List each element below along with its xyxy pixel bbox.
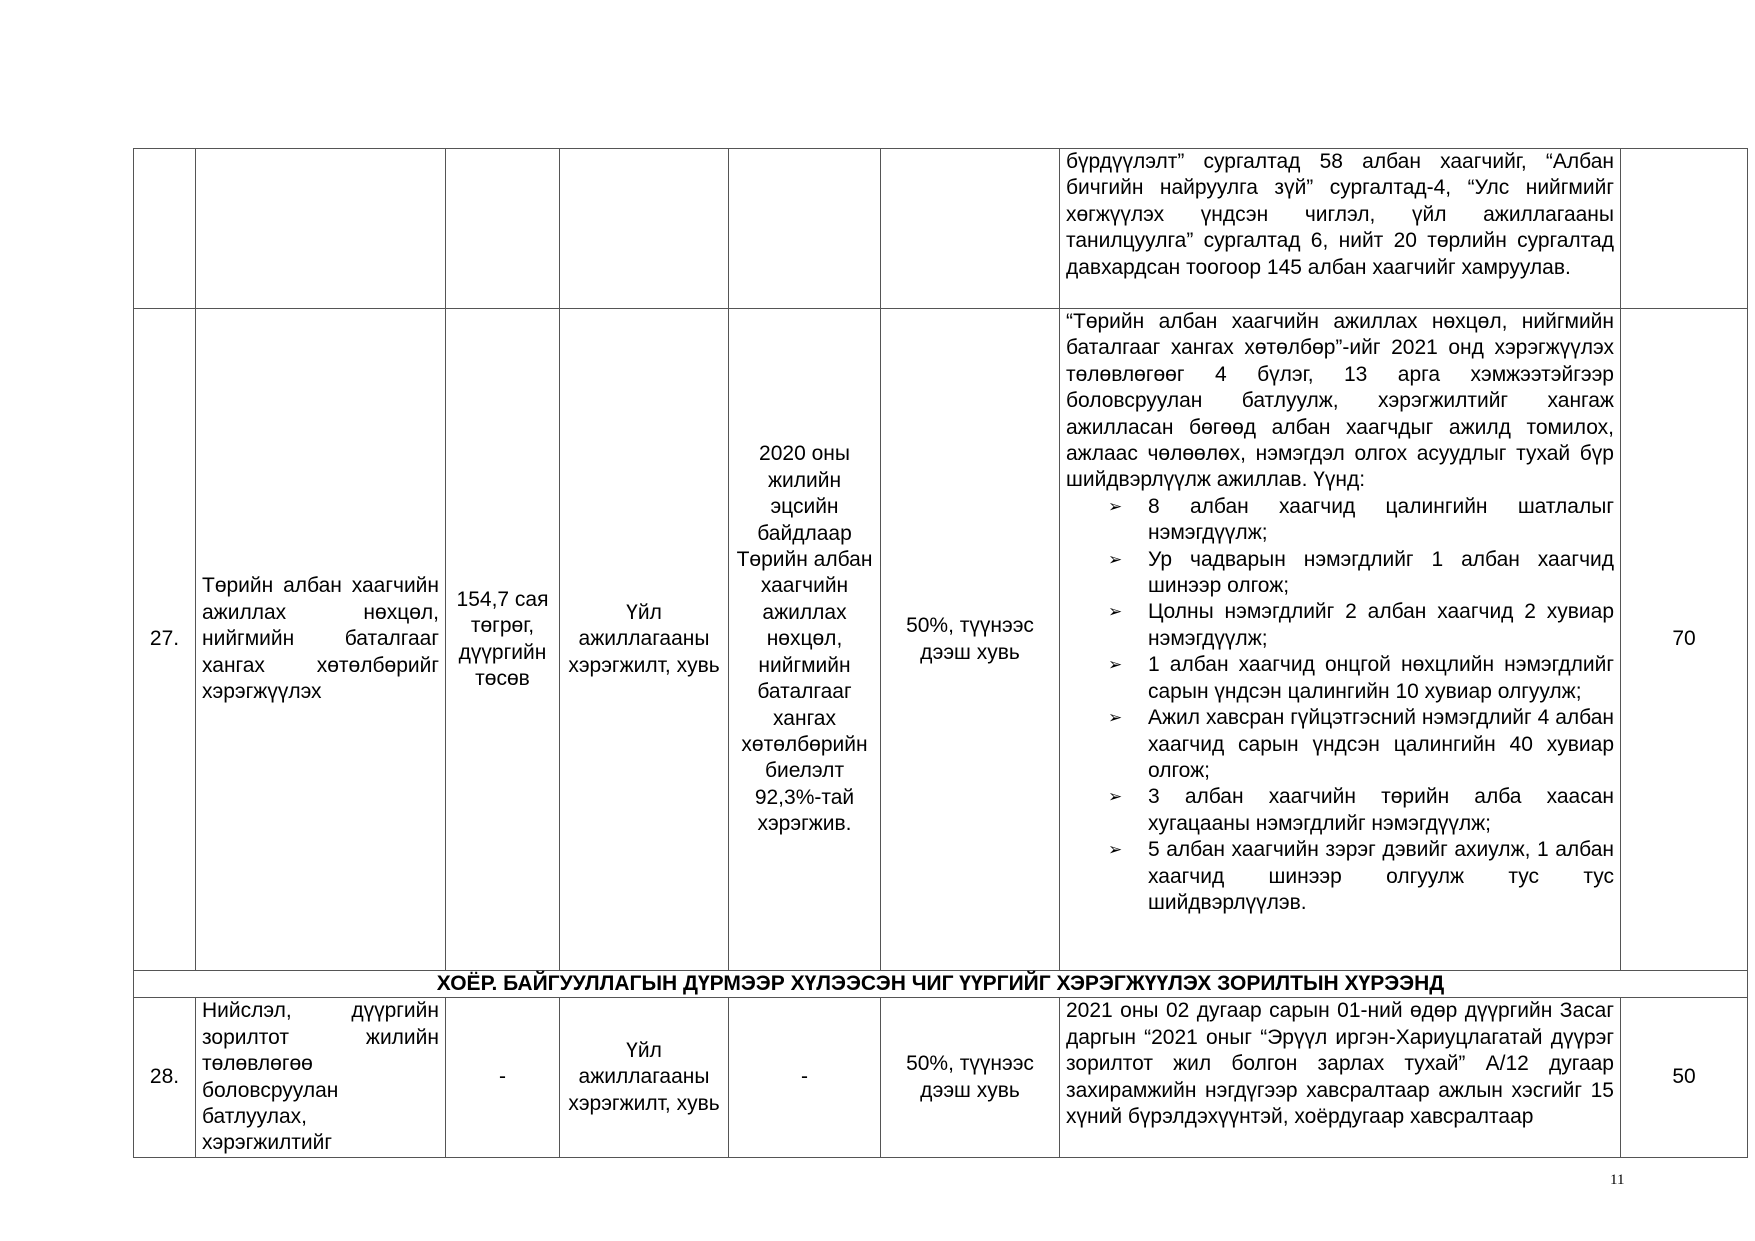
bullet-text: 1 албан хаагчид онцгой нөхцлийн нэмэгдлийг сарын үндсэн цалингийн 10 хувиар олгуулж; (1148, 653, 1614, 703)
cell-score: 50 (1621, 998, 1748, 1157)
arrow-bullet-icon: ➢ (1108, 708, 1123, 728)
cell-indicator: Үйл ажиллагааны хэрэгжилт, хувь (560, 309, 729, 971)
bullet-item (1108, 784, 1614, 837)
bullet-text: Ур чадварын нэмэгдлийг 1 албан хаагчид шинээр олгож; (1148, 547, 1614, 598)
table-row-27 (134, 309, 1748, 971)
bullet-text: Ажил хавсран гүйцэтгэсний нэмэгдлийг 4 албан хаагчид сарын үндсэн цалингийн 40 хувиар олгож; (1148, 706, 1614, 782)
arrow-bullet-icon: ➢ (1108, 602, 1123, 622)
arrow-bullet-icon: ➢ (1108, 655, 1123, 675)
cell-indicator: Үйл ажиллагааны хэрэгжилт, хувь (560, 998, 729, 1157)
cell-goal (196, 149, 446, 309)
cell-budget: 154,7 сая төгрөг, дүүргийн төсөв (446, 309, 560, 971)
cell-target: 50%, түүнээс дээш хувь (881, 309, 1060, 971)
bullet-text: 5 албан хаагчийн зэрэг дэвийг ахиулж, 1 албан хаагчид шинээр олгуулж тус тус шийдвэрлүүлэв. (1148, 838, 1614, 914)
cell-goal: Нийслэл, дүүргийн зорилтот жилийн төлөвлөгөө боловсруулан батлуулах, хэрэгжилтийг (196, 998, 446, 1157)
description-intro: “Төрийн албан хаагчийн ажиллах нөхцөл, нийгмийн баталгааг хангах хөтөлбөр”-ийг 2021 онд хэрэгжүүлэх төлөвлөгөөг 4 бүлэг, 13 арга хэмжээтэйгээр боловсруулан батлуулж, хэрэгжилтийг хангаж ажилласан бөгөөд албан хаагчдыг ажилд томилох, ажлаас чөлөөлөх, нэмэгдэл олгох асуудлыг тухай бүр шийдвэрлүүлж ажиллав. Үүнд: (1066, 310, 1614, 492)
arrow-bullet-icon: ➢ (1108, 787, 1123, 807)
arrow-bullet-icon: ➢ (1108, 549, 1123, 569)
cell-number (134, 149, 196, 309)
cell-description: бүрдүүлэлт” сургалтад 58 албан хаагчийг, “Албан бичгийн найруулга зүй” сургалтад-4, “Улс нийгмийг хөгжүүлэх үндсэн чиглэл, үйл ажиллагааны танилцуулга” сургалтад 6, нийт 20 төрлийн сургалтад давхардсан тоогоор 145 албан хаагчийг хамруулав. (1060, 149, 1621, 309)
bullet-text: Цолны нэмэгдлийг 2 албан хаагчид 2 хувиар нэмэгдүүлж; (1148, 600, 1614, 650)
table-row-continuation (134, 149, 1748, 309)
cell-goal: Төрийн албан хаагчийн ажиллах нөхцөл, нийгмийн баталгааг хангах хөтөлбөрийг хэрэгжүүлэх (196, 309, 446, 971)
cell-score: 70 (1621, 309, 1748, 971)
arrow-bullet-icon: ➢ (1108, 496, 1123, 516)
bullet-text: 8 албан хаагчид цалингийн шатлалыг нэмэгдүүлж; (1148, 494, 1614, 545)
arrow-bullet-icon: ➢ (1108, 840, 1123, 860)
section-header: ХОЁР. БАЙГУУЛЛАГЫН ДҮРМЭЭР ХҮЛЭЭСЭН ЧИГ ҮҮРГИЙГ ХЭРЭГЖҮҮЛЭХ ЗОРИЛТЫН ХҮРЭЭНД (134, 971, 1748, 998)
table-row-28 (134, 998, 1748, 1157)
cell-score (1621, 149, 1748, 309)
bullet-item (1108, 494, 1614, 547)
page-number: 11 (1610, 1172, 1625, 1188)
bullet-item (1108, 705, 1614, 784)
cell-baseline: - (729, 998, 881, 1157)
bullet-item (1108, 837, 1614, 916)
cell-number: 27. (134, 309, 196, 971)
bullet-item (1108, 547, 1614, 600)
cell-indicator (560, 149, 729, 309)
bullet-item (1108, 652, 1614, 705)
cell-description (1060, 309, 1621, 971)
cell-baseline: 2020 оны жилийн эцсийн байдлаар Төрийн албан хаагчийн ажиллах нөхцөл, нийгмийн баталгааг хангах хөтөлбөрийн биелэлт 92,3%-тай хэрэгжив. (729, 309, 881, 971)
bullet-list (1066, 494, 1614, 917)
bullet-item (1108, 599, 1614, 652)
cell-budget: - (446, 998, 560, 1157)
section-header-row (134, 971, 1748, 998)
bullet-text: 3 албан хаагчийн төрийн алба хаасан хугацааны нэмэгдлийг нэмэгдүүлж; (1148, 785, 1614, 835)
plan-table (133, 148, 1748, 1158)
cell-baseline (729, 149, 881, 309)
cell-number: 28. (134, 998, 196, 1157)
cell-target: 50%, түүнээс дээш хувь (881, 998, 1060, 1157)
cell-budget (446, 149, 560, 309)
cell-target (881, 149, 1060, 309)
cell-description: 2021 оны 02 дугаар сарын 01-ний өдөр дүүргийн Засаг даргын “2021 оныг “Эрүүл иргэн-Хариуцлагатай дүүрэг зорилтот жил болгон зарлах тухай” А/12 дугаар захирамжийн нэгдүгээр хавсралтаар ажлын хэсгийг 15 хүний бүрэлдэхүүнтэй, хоёрдугаар хавсралтаар (1060, 998, 1621, 1157)
